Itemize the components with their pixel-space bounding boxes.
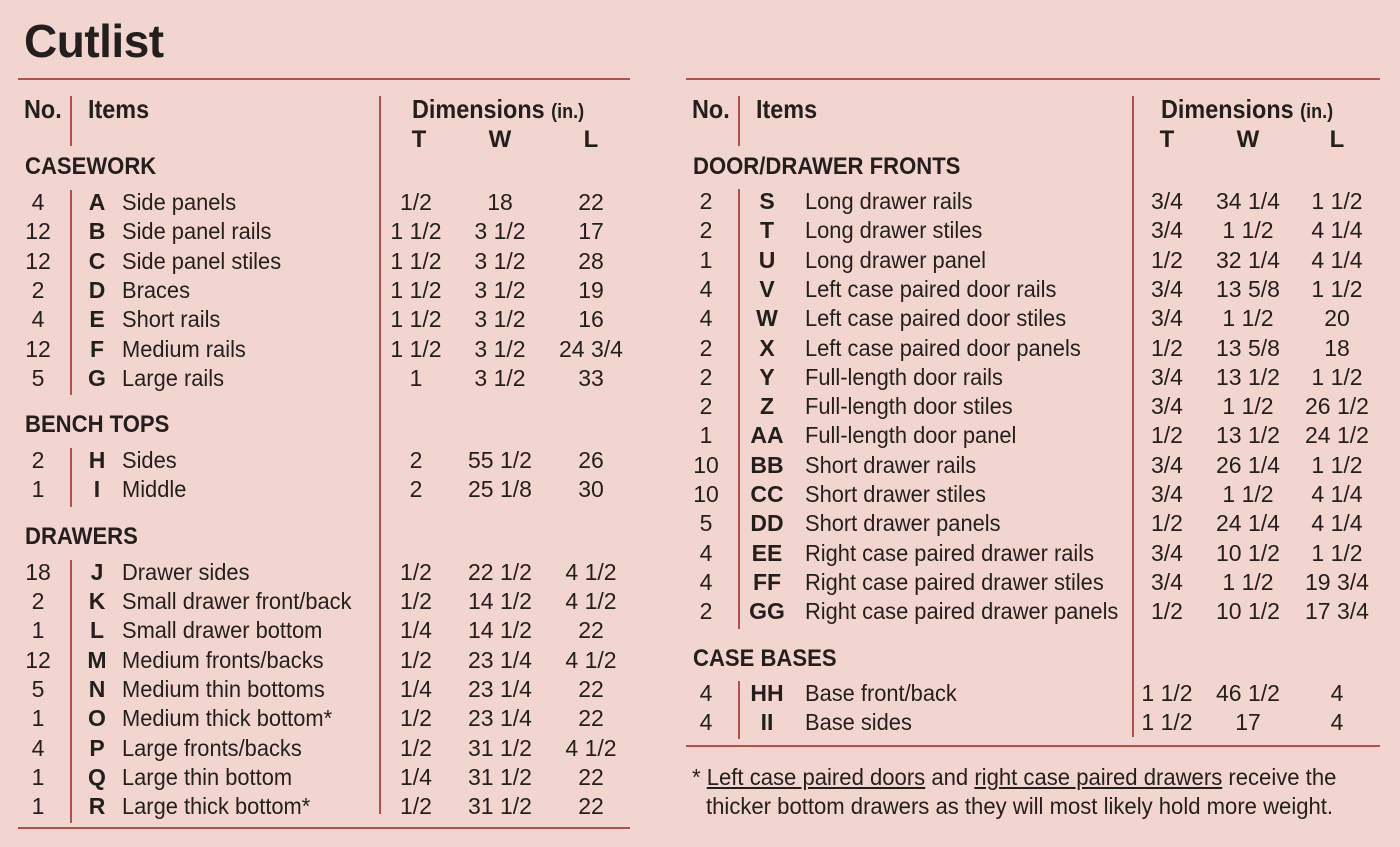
part-name-cell: Long drawer stiles [805,217,983,244]
width-cell: 31 1/2 [468,793,532,820]
length-cell: 4 1/4 [1311,217,1363,244]
width-cell: 23 1/4 [468,675,532,702]
width-cell: 14 1/2 [468,617,532,644]
quantity-cell: 1 [699,422,713,449]
quantity-cell: 2 [699,393,713,420]
part-name-cell: Right case paired drawer stiles [805,568,1104,595]
header-t: T [411,126,427,153]
page-title: Cutlist [24,15,164,67]
header-l: L [1329,126,1345,153]
part-name-cell: Middle [122,476,187,503]
thickness-cell: 1/2 [1151,598,1183,625]
length-cell: 17 3/4 [1305,598,1369,625]
quantity-cell: 1 [31,793,45,820]
length-cell: 17 [578,218,604,245]
thickness-cell: 1/2 [400,705,432,732]
quantity-cell: 2 [31,276,45,303]
quantity-cell: 4 [31,306,45,333]
length-cell: 18 [1324,334,1350,361]
quantity-cell: 12 [25,335,51,362]
length-cell: 24 3/4 [559,335,623,362]
length-cell: 4 [1330,679,1344,706]
thickness-cell: 3/4 [1151,188,1183,214]
part-letter-cell: C [88,247,106,274]
part-letter-cell: HH [750,679,784,706]
part-name-cell: Drawer sides [122,558,250,585]
width-cell: 3 1/2 [474,364,526,391]
part-name-cell: Left case paired door panels [805,334,1081,361]
length-cell: 22 [578,793,604,820]
thickness-cell: 1/2 [400,558,432,585]
header-l: L [583,126,599,153]
rule-quantity [70,190,72,395]
part-letter-cell: P [89,734,105,761]
part-letter-cell: F [89,335,105,362]
thickness-cell: 1/4 [400,617,432,644]
quantity-cell: 1 [31,763,45,790]
quantity-cell: 5 [699,510,713,537]
part-name-cell: Small drawer front/back [122,588,352,614]
thickness-cell: 1/2 [400,189,432,215]
part-letter-cell: II [760,708,774,735]
length-cell: 1 1/2 [1311,451,1363,478]
part-name-cell: Full-length door panel [805,422,1017,449]
quantity-cell: 2 [31,588,45,614]
thickness-cell: 1 1/2 [1141,679,1193,706]
part-letter-cell: DD [750,510,784,537]
thickness-cell: 1 1/2 [1141,708,1193,735]
thickness-cell: 3/4 [1151,451,1183,478]
thickness-cell: 3/4 [1151,217,1183,244]
quantity-cell: 4 [31,734,45,761]
length-cell: 22 [578,675,604,702]
width-cell: 13 5/8 [1216,275,1280,302]
rule-quantity [70,448,72,507]
length-cell: 26 [578,447,604,474]
part-name-cell: Short rails [122,306,221,333]
part-name-cell: Side panels [122,189,237,215]
part-letter-cell: GG [749,598,785,625]
part-name-cell: Long drawer panel [805,246,987,273]
footnote-line-1: * Left case paired doors and right case paired drawers receive the [692,764,1337,790]
width-cell: 22 1/2 [468,558,532,585]
length-cell: 1 1/2 [1311,188,1363,214]
length-cell: 4 1/2 [565,734,617,761]
width-cell: 31 1/2 [468,763,532,790]
part-name-cell: Large rails [122,364,225,391]
rule-quantity [738,681,740,740]
part-letter-cell: T [759,217,775,244]
header-t: T [1159,126,1175,153]
length-cell: 4 [1330,708,1344,735]
part-name-cell: Medium thin bottoms [122,675,325,702]
rule-quantity [738,189,740,629]
width-cell: 1 1/2 [1222,481,1274,507]
part-name-cell: Sides [122,447,177,474]
width-cell: 3 1/2 [474,306,526,333]
width-cell: 55 1/2 [468,447,532,474]
width-cell: 46 1/2 [1216,679,1280,706]
width-cell: 14 1/2 [468,588,532,614]
header-items: Items [88,94,150,124]
part-letter-cell: H [88,447,106,474]
width-cell: 18 [487,189,513,215]
rule-header-no [70,96,72,146]
part-name-cell: Full-length door rails [805,363,1003,390]
part-letter-cell: Y [759,363,775,390]
quantity-cell: 10 [693,451,719,478]
length-cell: 33 [578,364,604,391]
part-letter-cell: L [89,617,105,644]
part-letter-cell: U [758,246,776,273]
part-letter-cell: AA [750,422,784,449]
thickness-cell: 1 1/2 [390,306,442,333]
bottom-rule-left [18,827,630,829]
part-letter-cell: R [88,793,106,820]
quantity-cell: 10 [693,481,719,507]
length-cell: 16 [578,306,604,333]
thickness-cell: 1/2 [400,588,432,614]
part-letter-cell: D [88,276,106,303]
footnote-emphasis-doors: Left case paired doors [706,764,926,790]
thickness-cell: 1/2 [400,793,432,820]
quantity-cell: 2 [699,217,713,244]
part-name-cell: Large thin bottom [122,763,293,790]
section-heading: CASEWORK [25,153,157,180]
width-cell: 3 1/2 [474,276,526,303]
part-letter-cell: I [93,476,101,503]
quantity-cell: 12 [25,218,51,245]
part-letter-cell: FF [752,568,782,595]
header-w: W [1236,126,1260,153]
thickness-cell: 1/2 [1151,334,1183,361]
part-name-cell: Long drawer rails [805,188,973,214]
width-cell: 25 1/8 [468,476,532,503]
width-cell: 10 1/2 [1216,539,1280,566]
width-cell: 3 1/2 [474,335,526,362]
part-name-cell: Side panel rails [122,218,272,245]
header-no: No. [24,94,62,124]
part-letter-cell: BB [750,451,784,478]
thickness-cell: 3/4 [1151,481,1183,507]
part-name-cell: Full-length door stiles [805,393,1013,420]
section-heading: CASE BASES [693,644,837,672]
header-dimensions: Dimensions (in.) [1161,94,1334,124]
quantity-cell: 12 [25,247,51,274]
part-letter-cell: Q [88,763,106,790]
quantity-cell: 12 [25,646,51,673]
part-name-cell: Large fronts/backs [122,734,302,761]
width-cell: 1 1/2 [1222,217,1274,244]
length-cell: 19 3/4 [1305,568,1369,595]
quantity-cell: 4 [699,568,713,595]
thickness-cell: 2 [409,476,423,503]
quantity-cell: 5 [31,364,45,391]
rule-header-no [738,96,740,146]
header-no: No. [692,94,730,124]
part-letter-cell: M [87,646,107,673]
width-cell: 1 1/2 [1222,393,1274,420]
footnote-line-2: thicker bottom drawers as they will most likely hold more weight. [706,793,1334,819]
quantity-cell: 2 [31,447,45,474]
length-cell: 28 [578,247,604,274]
quantity-cell: 2 [699,334,713,361]
width-cell: 23 1/4 [468,646,532,673]
quantity-cell: 2 [699,363,713,390]
part-letter-cell: W [756,305,778,332]
length-cell: 4 1/4 [1311,246,1363,273]
thickness-cell: 1/2 [1151,246,1183,273]
quantity-cell: 2 [699,598,713,625]
part-name-cell: Base sides [805,708,912,735]
thickness-cell: 1 [409,364,423,391]
thickness-cell: 1 1/2 [390,247,442,274]
part-name-cell: Right case paired drawer panels [805,598,1119,625]
width-cell: 1 1/2 [1222,568,1274,595]
width-cell: 10 1/2 [1216,598,1280,625]
section-heading: DRAWERS [25,522,138,550]
part-letter-cell: Z [759,393,775,420]
length-cell: 19 [578,276,604,303]
thickness-cell: 1 1/2 [390,218,442,245]
width-cell: 32 1/4 [1216,246,1280,273]
part-letter-cell: O [88,705,106,732]
part-letter-cell: S [759,188,775,214]
quantity-cell: 4 [699,539,713,566]
part-letter-cell: J [90,558,104,585]
thickness-cell: 1/4 [400,763,432,790]
quantity-cell: 4 [699,708,713,735]
length-cell: 1 1/2 [1311,363,1363,390]
width-cell: 26 1/4 [1216,451,1280,478]
part-letter-cell: E [89,306,105,333]
part-letter-cell: K [88,588,106,614]
length-cell: 24 1/2 [1305,422,1369,449]
rule-quantity [70,560,72,824]
thickness-cell: 1/2 [400,646,432,673]
quantity-cell: 4 [699,305,713,332]
length-cell: 4 1/4 [1311,510,1363,537]
part-letter-cell: V [759,275,775,302]
part-name-cell: Short drawer panels [805,510,1001,537]
thickness-cell: 1 1/2 [390,276,442,303]
quantity-cell: 1 [31,476,45,503]
width-cell: 3 1/2 [474,247,526,274]
quantity-cell: 1 [699,246,713,273]
part-letter-cell: B [88,218,106,245]
thickness-cell: 1/2 [1151,510,1183,537]
section-heading: DOOR/DRAWER FRONTS [693,153,961,180]
length-cell: 1 1/2 [1311,275,1363,302]
thickness-cell: 1/2 [400,734,432,761]
part-name-cell: Short drawer rails [805,451,977,478]
part-name-cell: Braces [122,276,191,303]
thickness-cell: 3/4 [1151,393,1183,420]
part-name-cell: Right case paired drawer rails [805,539,1095,566]
part-letter-cell: EE [751,539,783,566]
length-cell: 22 [578,705,604,732]
thickness-cell: 1 1/2 [390,335,442,362]
thickness-cell: 2 [409,447,423,474]
width-cell: 13 1/2 [1216,363,1280,390]
top-rule-left [18,78,630,80]
part-letter-cell: N [88,675,106,702]
part-name-cell: Short drawer stiles [805,481,986,507]
width-cell: 3 1/2 [474,218,526,245]
quantity-cell: 5 [31,675,45,702]
thickness-cell: 3/4 [1151,568,1183,595]
thickness-cell: 3/4 [1151,363,1183,390]
header-dimensions: Dimensions (in.) [412,94,585,124]
width-cell: 31 1/2 [468,734,532,761]
length-cell: 20 [1324,305,1350,332]
quantity-cell: 4 [699,275,713,302]
part-letter-cell: CC [750,481,784,507]
width-cell: 17 [1235,708,1261,735]
part-letter-cell: G [88,364,106,391]
part-name-cell: Small drawer bottom [122,617,323,644]
length-cell: 22 [578,617,604,644]
part-name-cell: Medium thick bottom* [122,705,333,732]
length-cell: 30 [578,476,604,503]
thickness-cell: 1/2 [1151,422,1183,449]
quantity-cell: 4 [699,679,713,706]
header-w: W [488,126,512,153]
quantity-cell: 18 [25,558,51,585]
part-name-cell: Left case paired door rails [805,275,1057,302]
quantity-cell: 2 [699,188,713,214]
header-items: Items [756,94,818,124]
length-cell: 22 [578,189,604,215]
length-cell: 26 1/2 [1305,393,1369,420]
part-name-cell: Large thick bottom* [122,793,311,820]
part-letter-cell: X [759,334,775,361]
length-cell: 22 [578,763,604,790]
part-name-cell: Medium fronts/backs [122,646,324,673]
width-cell: 34 1/4 [1216,188,1280,214]
length-cell: 4 1/2 [565,646,617,673]
length-cell: 1 1/2 [1311,539,1363,566]
part-letter-cell: A [88,189,106,215]
quantity-cell: 1 [31,705,45,732]
top-rule-right [686,78,1380,80]
part-name-cell: Base front/back [805,679,957,706]
width-cell: 23 1/4 [468,705,532,732]
width-cell: 13 5/8 [1216,334,1280,361]
part-name-cell: Side panel stiles [122,247,282,274]
quantity-cell: 1 [31,617,45,644]
thickness-cell: 3/4 [1151,305,1183,332]
part-name-cell: Left case paired door stiles [805,305,1067,332]
footnote-rule [686,745,1380,747]
footnote-emphasis-drawers: right case paired drawers [974,764,1223,790]
thickness-cell: 3/4 [1151,275,1183,302]
width-cell: 13 1/2 [1216,422,1280,449]
length-cell: 4 1/2 [565,558,617,585]
thickness-cell: 1/4 [400,675,432,702]
length-cell: 4 1/2 [565,588,617,614]
section-heading: BENCH TOPS [25,411,170,439]
width-cell: 1 1/2 [1222,305,1274,332]
quantity-cell: 4 [31,189,45,215]
length-cell: 4 1/4 [1311,481,1363,507]
part-name-cell: Medium rails [122,335,246,362]
width-cell: 24 1/4 [1216,510,1280,537]
thickness-cell: 3/4 [1151,539,1183,566]
